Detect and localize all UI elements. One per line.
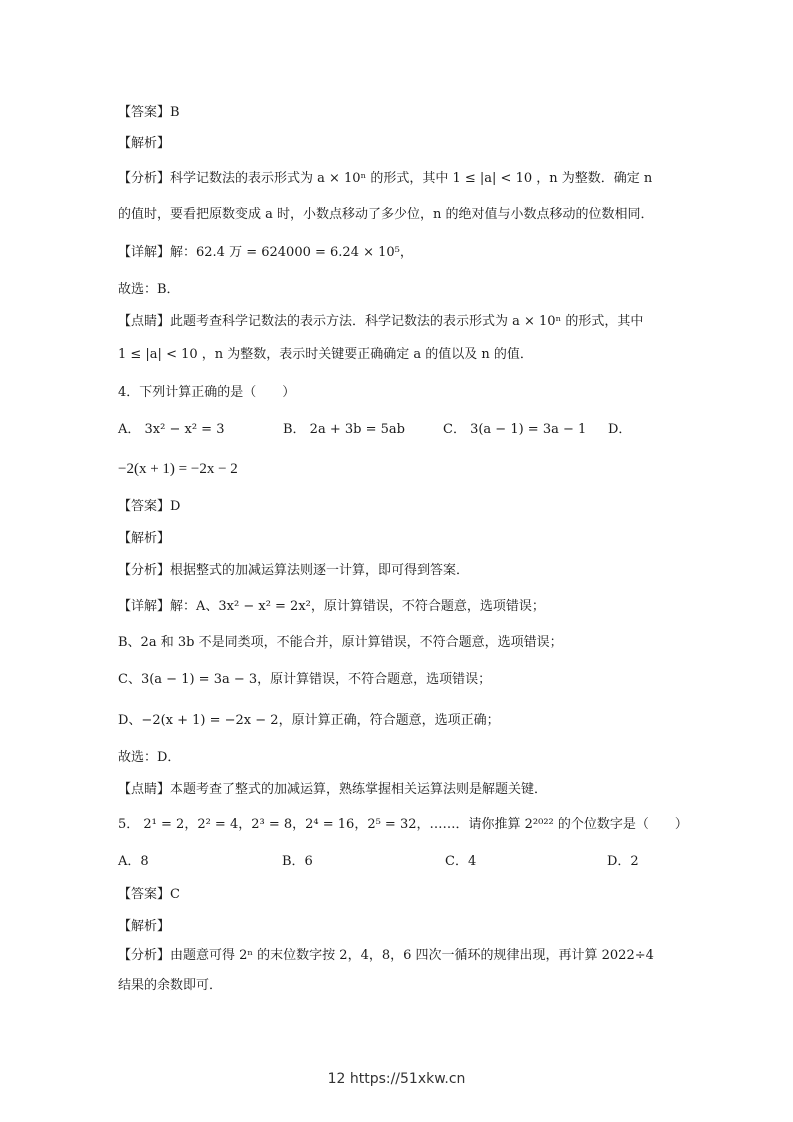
- q5-analysis-heading: 【解析】: [118, 919, 171, 934]
- q4-detail-c: C、3(a − 1) = 3a − 3，原计算错误，不符合题意，选项错误；: [118, 672, 492, 687]
- q5-stem: 5． 2¹ = 2，2² = 4，2³ = 8，2⁴ = 16，2⁵ = 32，……．请你推算 2²⁰²² 的个位数字是（ ）: [118, 817, 688, 832]
- q3-choice: 故选：B．: [118, 282, 180, 297]
- q4-comment: 【点睛】本题考查了整式的加减运算，熟练掌握相关运算法则是解题关键．: [118, 782, 548, 797]
- q4-option-d: D．: [608, 422, 632, 437]
- q3-comment-line-2: 1 ≤ |a| < 10 ，n 为整数，表示时关键要正确确定 a 的值以及 n 的值．: [118, 347, 533, 362]
- q3-comment-line-1: 【点睛】此题考查科学记数法的表示方法．科学记数法的表示形式为 a × 10ⁿ 的形式，其中: [118, 314, 644, 329]
- q4-detail-a: 【详解】解：A、3x² − x² = 2x²，原计算错误，不符合题意，选项错误；: [118, 599, 545, 614]
- q4-analysis-heading: 【解析】: [118, 531, 171, 546]
- q5-option-d: D．2: [607, 854, 639, 869]
- q5-answer: 【答案】C: [118, 887, 180, 902]
- q5-analysis-line-1: 【分析】由题意可得 2ⁿ 的末位数字按 2，4，8，6 四次一循环的规律出现，再计算 2022÷4: [118, 948, 654, 963]
- q5-option-a: A．8: [118, 854, 149, 869]
- page-footer: 12 https://51xkw.cn: [327, 1071, 466, 1087]
- q4-option-d-expression: −2(x + 1) = −2x − 2: [118, 461, 238, 477]
- q4-answer: 【答案】D: [118, 499, 181, 514]
- q3-answer: 【答案】B: [118, 105, 180, 120]
- q4-option-c: C． 3(a − 1) = 3a − 1: [443, 422, 587, 437]
- q4-detail-d: D、−2(x + 1) = −2x − 2，原计算正确，符合题意，选项正确；: [118, 713, 500, 728]
- q3-detail: 【详解】解：62.4 万 = 624000 = 6.24 × 10⁵，: [118, 245, 413, 260]
- q4-options-row: [118, 421, 678, 439]
- q5-options-row: [118, 853, 678, 871]
- q4-detail-b: B、2a 和 3b 不是同类项，不能合并，原计算错误，不符合题意，选项错误；: [118, 635, 563, 650]
- q3-analysis-heading: 【解析】: [118, 136, 171, 151]
- q5-analysis-line-2: 结果的余数即可．: [118, 978, 223, 993]
- q4-choice: 故选：D．: [118, 750, 181, 765]
- q4-stem: 4．下列计算正确的是（ ）: [118, 385, 296, 400]
- q5-option-c: C．4: [445, 854, 477, 869]
- q3-analysis-line-2: 的值时，要看把原数变成 a 时，小数点移动了多少位，n 的绝对值与小数点移动的位数相同．: [118, 207, 654, 222]
- q5-option-b: B．6: [282, 854, 313, 869]
- q4-option-a: A． 3x² − x² = 3: [118, 422, 225, 437]
- q3-analysis-line-1: 【分析】科学记数法的表示形式为 a × 10ⁿ 的形式，其中 1 ≤ |a| < 10 ，n 为整数．确定 n: [118, 171, 653, 186]
- q4-analysis: 【分析】根据整式的加减运算法则逐一计算，即可得到答案．: [118, 563, 470, 578]
- q4-option-b: B． 2a + 3b = 5ab: [283, 422, 405, 437]
